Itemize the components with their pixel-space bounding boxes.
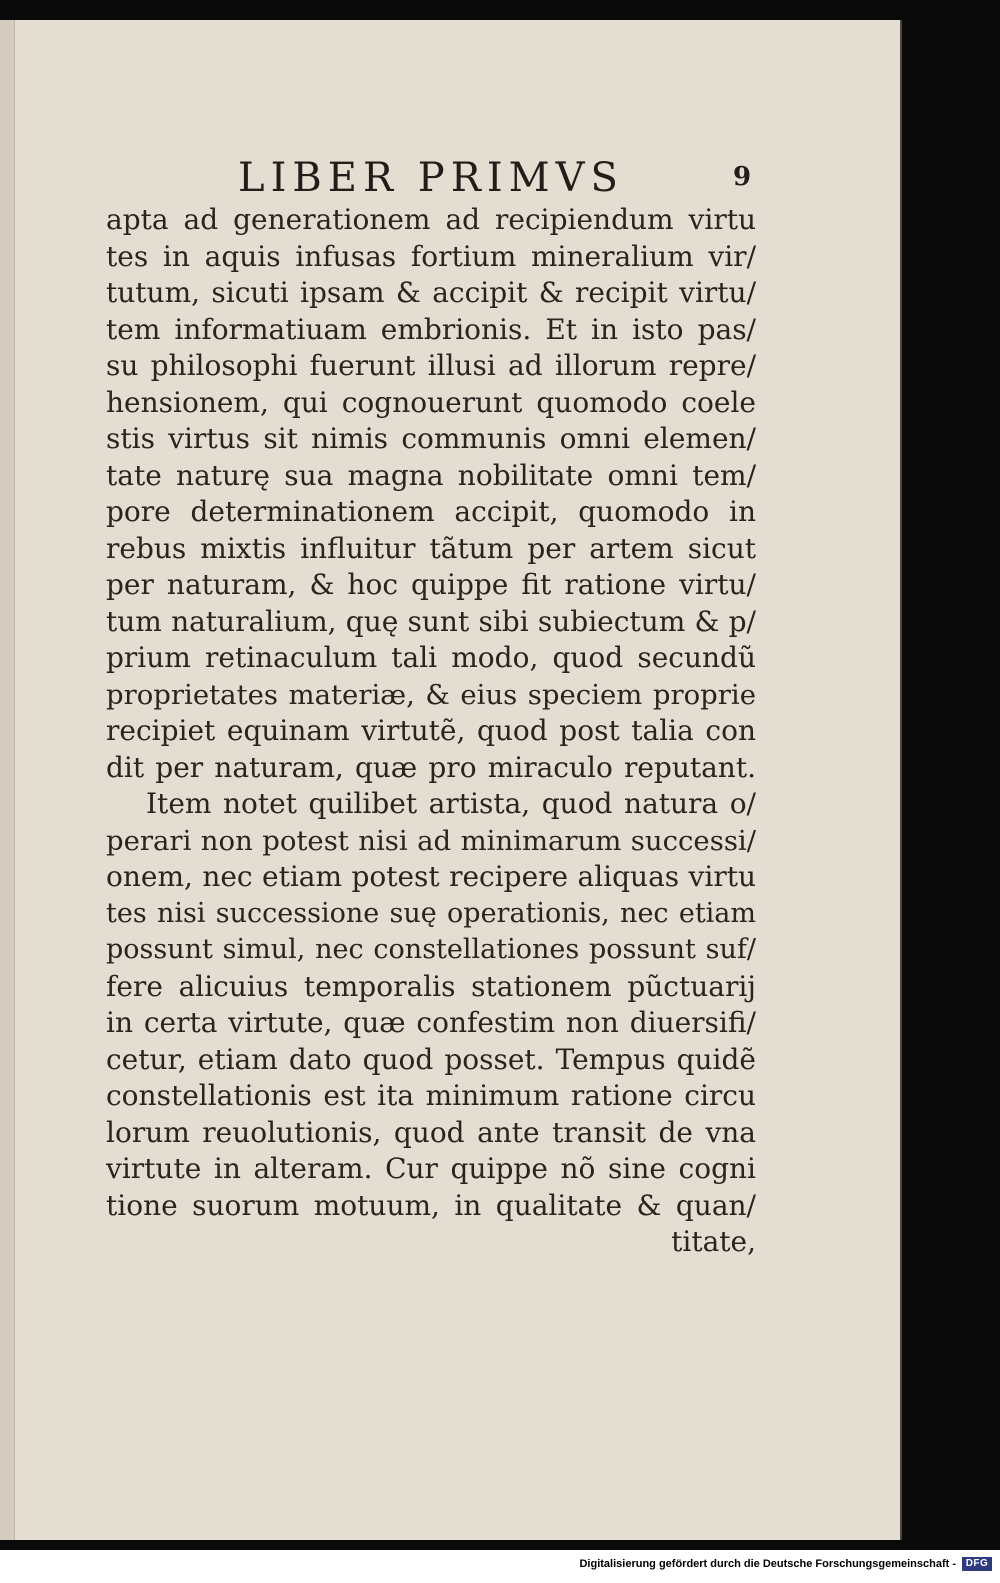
page-number: 9: [733, 162, 752, 192]
funding-credit: Digitalisierung gefördert durch die Deutsche Forschungsgemeinschaft -: [579, 1558, 956, 1570]
text-line: tione suorum motuum, in qualitate & quan/: [106, 1188, 756, 1222]
text-line: su philosophi fuerunt illusi ad illorum repre/: [106, 349, 756, 382]
text-line: cetur, etiam dato quod posset. Tempus quidẽ: [106, 1042, 756, 1076]
text-line: apta ad generationem ad recipiendum virtu: [106, 203, 756, 236]
catchword: titate,: [671, 1225, 756, 1258]
text-line: tum naturalium, quę sunt sibi subiectum & p/: [106, 604, 756, 638]
dfg-logo-icon: DFG: [962, 1557, 992, 1571]
text-line: tate naturę sua magna nobilitate omni tem/: [106, 458, 756, 492]
text-line: virtute in alteram. Cur quippe nõ sine cogni: [106, 1152, 756, 1185]
text-line: fere alicuius temporalis stationem pũctuarij: [106, 969, 756, 1003]
text-line: lorum reuolutionis, quod ante transit de vna: [106, 1115, 756, 1149]
text-line: tem informatiuam embrionis. Et in isto pas/: [106, 312, 756, 346]
text-line: possunt simul, nec constellationes possunt suf/: [106, 934, 756, 965]
text-line: pore determinationem accipit, quomodo in: [106, 495, 756, 528]
text-line: constellationis est ita minimum ratione circu: [106, 1079, 756, 1112]
text-line: prium retinaculum tali modo, quod secundũ: [106, 641, 756, 674]
digitization-footer: [0, 1550, 1000, 1583]
page-header: [0, 155, 900, 201]
page-gutter-edge: [0, 20, 15, 1540]
text-line: stis virtus sit nimis communis omni elemen/: [106, 422, 756, 455]
text-line: tes in aquis infusas fortium mineralium vir/: [106, 239, 756, 273]
book-page: [0, 20, 902, 1540]
text-line: dit per naturam, quæ pro miraculo reputant.: [106, 750, 756, 784]
text-line: tes nisi successione suę operationis, nec etiam: [106, 897, 756, 929]
running-title: LIBER PRIMVS: [238, 155, 624, 201]
text-line: per naturam, & hoc quippe fit ratione virtu/: [106, 568, 756, 601]
text-line: rebus mixtis influitur tãtum per artem sicut: [106, 531, 756, 565]
text-line: onem, nec etiam potest recipere aliquas virtu: [106, 860, 756, 893]
text-line: hensionem, qui cognouerunt quomodo coele: [106, 385, 756, 419]
text-line: Item notet quilibet artista, quod natura o/: [146, 787, 756, 820]
text-line: in certa virtute, quæ confestim non diuersifi/: [106, 1006, 756, 1039]
text-line: tutum, sicuti ipsam & accipit & recipit virtu/: [106, 276, 756, 309]
text-line: proprietates materiæ, & eius speciem proprie: [106, 678, 756, 711]
text-line: recipiet equinam virtutẽ, quod post talia con: [106, 714, 756, 747]
text-line: perari non potest nisi ad minimarum successi/: [106, 824, 756, 857]
